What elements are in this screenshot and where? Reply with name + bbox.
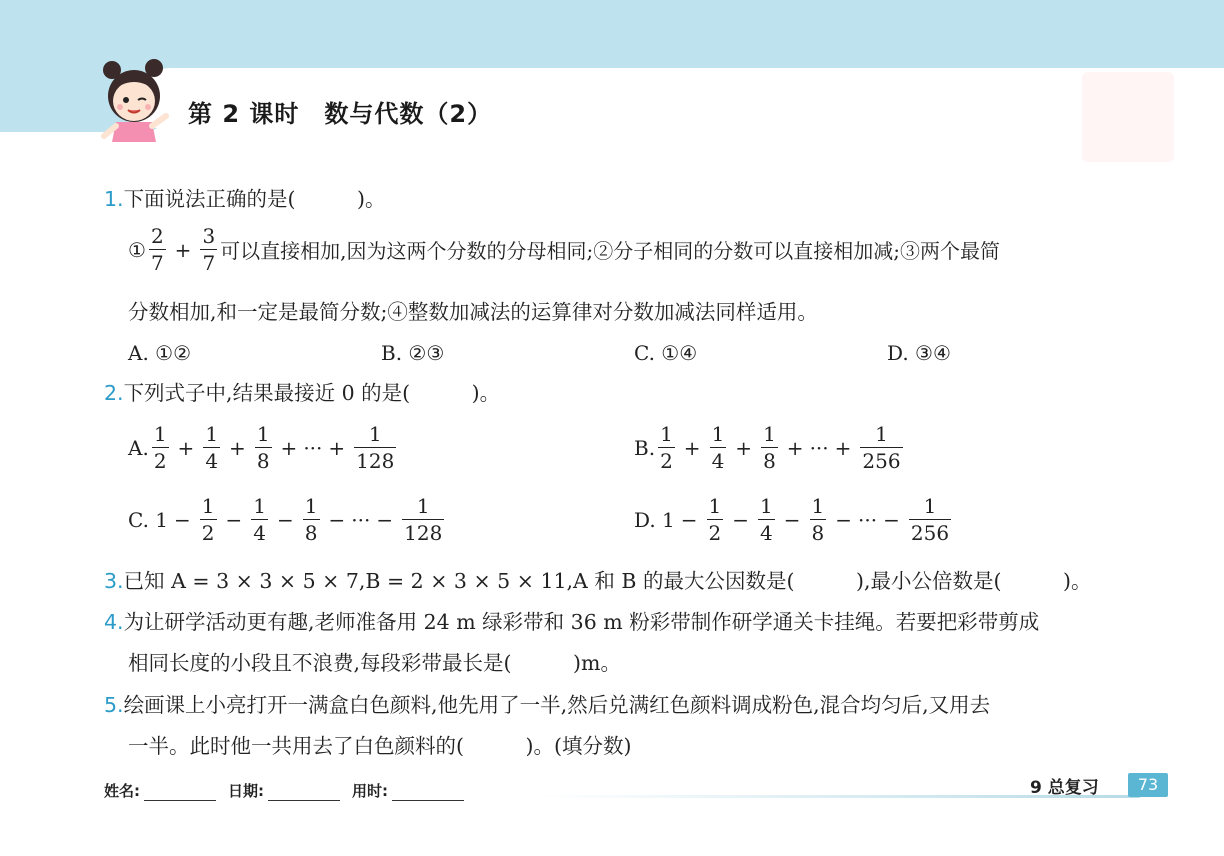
fraction: $\frac{1}{8}$ <box>256 422 270 473</box>
option-a-expression: A. $\frac{1}{2}$ + $\frac{1}{4}$ + $\frac{1}{8}$ + ··· + $\frac{1}{128}$ <box>128 422 395 473</box>
option-a: A. ①② <box>128 341 192 365</box>
question-5-line-1 <box>104 692 990 718</box>
fraction: $\frac{1}{128}$ <box>356 422 395 473</box>
question-number: 2. <box>104 381 124 405</box>
question-number: 3. <box>104 569 124 593</box>
girl-mascot-icon <box>96 56 174 146</box>
option-label: D. 1 <box>634 507 675 532</box>
decorative-box <box>1082 72 1174 162</box>
question-number: 1. <box>104 187 124 211</box>
fraction: $\frac{1}{2}$ <box>660 422 673 473</box>
fraction: $\frac{1}{8}$ <box>304 494 318 545</box>
option-b-expression: B. $\frac{1}{2}$ + $\frac{1}{4}$ + $\frac{1}{8}$ + ··· + $\frac{1}{256}$ <box>634 422 901 473</box>
fraction: $\frac{1}{256}$ <box>862 422 901 473</box>
fraction: $\frac{1}{2}$ <box>708 494 722 545</box>
question-2-stem <box>104 380 500 406</box>
question-text: 可以直接相加,因为这两个分数的分母相同;②分子相同的分数可以直接相加减;③两个最简 <box>220 239 1001 263</box>
fraction: $\frac{3}{7}$ <box>202 224 216 275</box>
fraction: $\frac{1}{4}$ <box>711 422 725 473</box>
date-field[interactable] <box>228 780 340 801</box>
question-1-stem <box>104 186 386 212</box>
option-label: B. <box>634 435 656 460</box>
question-1-line-1 <box>128 226 1000 273</box>
circled-number: ① <box>128 237 146 262</box>
date-blank[interactable] <box>268 785 340 801</box>
question-text: 下面说法正确的是( )。 <box>123 187 386 211</box>
fraction: $\frac{1}{4}$ <box>253 494 267 545</box>
question-number: 5. <box>104 693 124 717</box>
name-blank[interactable] <box>144 785 216 801</box>
option-c-expression: C. 1 − $\frac{1}{2}$ − $\frac{1}{4}$ − $\frac{1}{8}$ − ··· − $\frac{1}{128}$ <box>128 494 443 545</box>
page-number: 73 <box>1128 773 1168 797</box>
question-3 <box>104 568 1091 594</box>
fraction: $\frac{1}{8}$ <box>763 422 776 473</box>
question-text: 为让研学活动更有趣,老师准备用 24 m 绿彩带和 36 m 粉彩带制作研学通关卡挂绳。若要把彩带剪成 <box>123 610 1040 634</box>
question-text: 下列式子中,结果最接近 0 的是( )。 <box>123 381 501 405</box>
question-4-line-1 <box>104 609 1039 635</box>
question-number: 4. <box>104 610 124 634</box>
section-label: 9 总复习 <box>1030 778 1099 798</box>
question-1-line-2: 分数相加,和一定是最简分数;④整数加减法的运算律对分数加减法同样适用。 <box>128 300 818 324</box>
time-field[interactable] <box>352 780 464 801</box>
fraction: $\frac{1}{2}$ <box>153 422 167 473</box>
header-band <box>0 0 1224 68</box>
name-field[interactable] <box>104 780 216 801</box>
question-text: 绘画课上小亮打开一满盒白色颜料,他先用了一半,然后兑满红色颜料调成粉色,混合均匀后,又用去 <box>123 693 991 717</box>
name-label: 姓名: <box>104 782 140 800</box>
option-label: C. 1 <box>128 507 169 532</box>
time-blank[interactable] <box>392 785 464 801</box>
fraction: $\frac{1}{128}$ <box>404 494 443 545</box>
fraction: $\frac{1}{4}$ <box>760 494 773 545</box>
fraction: $\frac{1}{256}$ <box>910 494 950 545</box>
option-label: A. <box>128 435 149 460</box>
fraction: $\frac{2}{7}$ <box>150 224 164 275</box>
page-title: 第 2 课时 数与代数（2） <box>188 100 493 128</box>
option-b: B. ②③ <box>381 341 445 365</box>
time-label: 用时: <box>352 782 388 800</box>
plus-sign: + <box>174 237 192 262</box>
fraction: $\frac{1}{2}$ <box>201 494 215 545</box>
fraction: $\frac{1}{4}$ <box>205 422 219 473</box>
question-5-line-2: 一半。此时他一共用去了白色颜料的( )。(填分数) <box>128 734 632 758</box>
date-label: 日期: <box>228 782 264 800</box>
option-c: C. ①④ <box>634 341 698 365</box>
question-4-line-2: 相同长度的小段且不浪费,每段彩带最长是( )m。 <box>128 651 621 675</box>
option-d: D. ③④ <box>887 341 951 365</box>
option-d-expression: D. 1 − $\frac{1}{2}$ − $\frac{1}{4}$ − $\frac{1}{8}$ − ··· − $\frac{1}{256}$ <box>634 494 950 545</box>
fraction: $\frac{1}{8}$ <box>811 494 825 545</box>
question-text: 已知 A = 3 × 3 × 5 × 7,B = 2 × 3 × 5 × 11,A 和 B 的最大公因数是( ),最小公倍数是( )。 <box>123 569 1092 593</box>
